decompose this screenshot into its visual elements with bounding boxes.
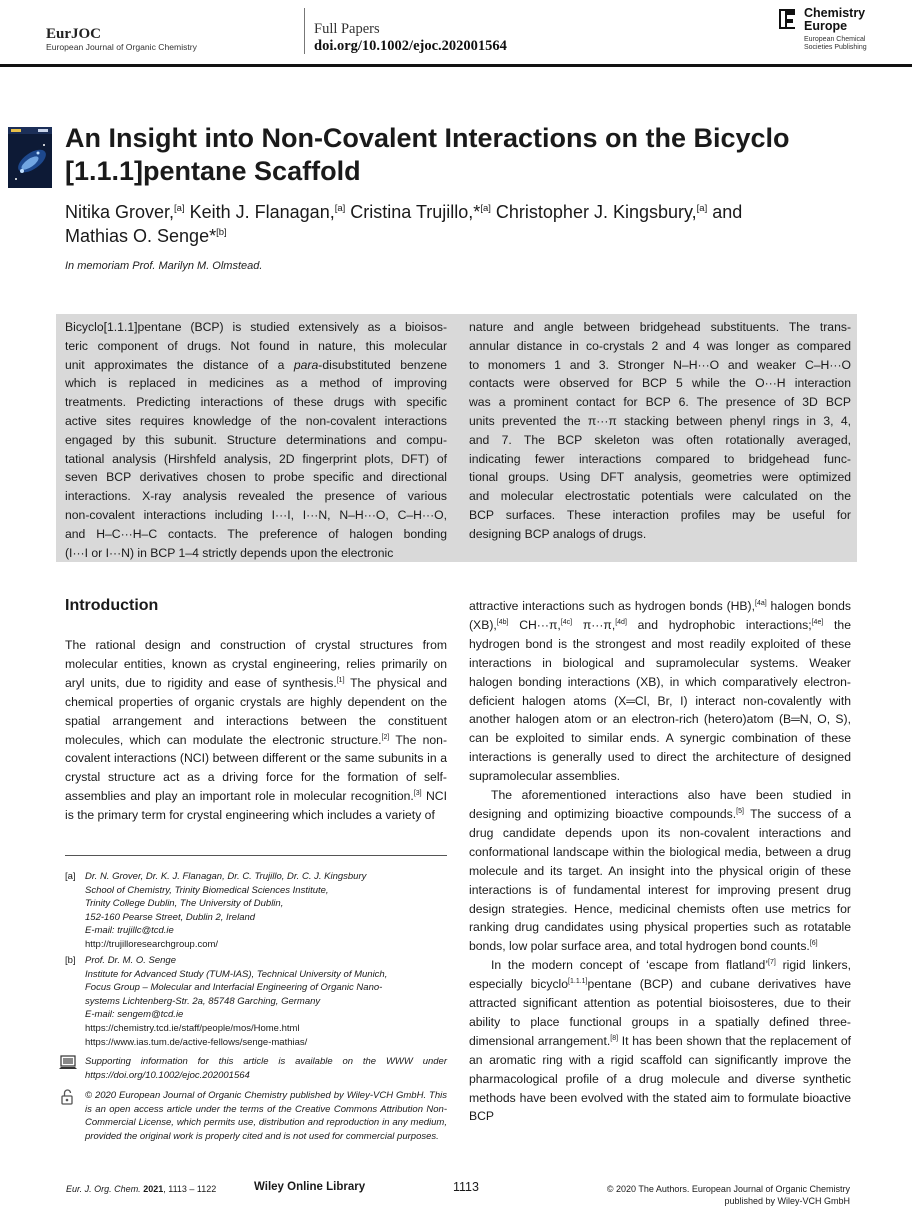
journal-cover-thumbnail[interactable] xyxy=(8,127,52,188)
title-line-2: [1.1.1]pentane Scaffold xyxy=(65,156,361,186)
abstract-column-right xyxy=(469,318,851,544)
abstract-line: contacts were observed for BCP 5 while the O···H interaction xyxy=(469,376,851,391)
journal-full-name: European Journal of Organic Chemistry xyxy=(46,42,197,52)
abstract-line: annular distance in co-crystals 2 and 4 was longer as compared xyxy=(469,338,851,353)
footnote-rule xyxy=(65,855,447,856)
abstract-line: unit approximates the distance of a para-disubstituted benzene xyxy=(65,357,447,372)
footer-citation: Eur. J. Org. Chem. 2021, 1113 – 1122 xyxy=(66,1184,217,1194)
abstract-line: indicating fewer interactions compared to bridgehead func- xyxy=(469,451,851,466)
abstract-line: treatments. Predicting interactions of these drugs with specific xyxy=(65,395,447,410)
citation-ref[interactable]: [4b] xyxy=(496,618,509,626)
author[interactable]: Keith J. Flanagan,[a] xyxy=(189,202,346,222)
cover-art-icon xyxy=(8,127,52,188)
citation-ref[interactable]: [4d] xyxy=(615,618,627,626)
journal-abbreviation: EurJOC xyxy=(46,26,102,42)
page-number: 1113 xyxy=(453,1180,479,1194)
citation-ref[interactable]: [2] xyxy=(381,733,390,741)
author[interactable]: Mathias O. Senge*[b] xyxy=(65,226,227,246)
abstract-column-left xyxy=(65,318,447,562)
chemistry-europe-logo-icon xyxy=(777,7,797,31)
abstract-line: nature and angle between bridgehead substituents. The trans- xyxy=(469,320,851,334)
publisher-subtitle-line1: European Chemical xyxy=(804,36,866,43)
citation-ref[interactable]: [4e] xyxy=(811,618,824,626)
paragraph: attractive interactions such as hydrogen bonds (HB),[4a] halogen bonds (XB),[4b] CH···π,[4c] π···π,[4d] and hydrophobic interactions;[4e] the hydrogen bond is the strongest and most readily exploited of these interactions in biological and supramolecular systems. Weaker halogen bonding interactions (XB), in which comparatively electron-deficient halogen atoms (X═Cl, Br, I) interact non-covalently with another halogen atom or an electron-rich (hetero)atom (B═N, O, S), can be exploited to similar ends. A synergic combination of these interactions is generally used to direct the architecture of designed supramolecular assemblies. xyxy=(469,599,851,784)
affiliation-line[interactable]: https://www.ias.tum.de/active-fellows/senge-mathias/ xyxy=(85,1036,308,1048)
affiliation-line: Institute for Advanced Study (TUM-IAS), Technical University of Munich, xyxy=(85,968,388,980)
citation-ref[interactable]: [1] xyxy=(336,676,345,684)
abstract-line: and 7. The BCP skeleton was often rotationally averaged, xyxy=(469,432,851,447)
affiliation-line: Trinity College Dublin, The University of Dublin, xyxy=(85,898,284,910)
open-access-icon xyxy=(59,1089,77,1105)
abstract-line: tional groups. Using DFT analysis, geometries were optimized xyxy=(469,470,851,485)
header-divider xyxy=(304,8,305,54)
abstract-line: units prevented the π···π stacking between phenyl rings in 3, 4, xyxy=(469,413,851,428)
abstract-line: interactions. X-ray analysis revealed the presence of various xyxy=(65,489,447,504)
author[interactable]: Christopher J. Kingsbury,[a] xyxy=(495,202,708,222)
abstract-line: non-covalent interactions including I···I, I···N, N‒H···O, C‒H···O, xyxy=(65,507,447,522)
body-column-left xyxy=(65,636,447,825)
computer-icon xyxy=(59,1055,77,1071)
citation-ref[interactable]: [3] xyxy=(413,790,422,798)
affiliation-line: Prof. Dr. M. O. Senge xyxy=(85,955,176,966)
abstract-line: which is replaced in medicines as a method of improving xyxy=(65,376,447,391)
affiliation-line: Dr. N. Grover, Dr. K. J. Flanagan, Dr. C. Trujillo, Dr. C. J. Kingsbury xyxy=(85,871,367,882)
affiliation-line[interactable]: E-mail: trujillc@tcd.ie xyxy=(85,925,174,937)
dedication: In memoriam Prof. Marilyn M. Olmstead. xyxy=(65,260,263,272)
title-line-1: An Insight into Non-Covalent Interactions on the Bicyclo xyxy=(65,123,790,153)
abstract-line: active sites requires knowledge of the non-covalent interactions xyxy=(65,413,447,428)
abstract-line: and H‒C···H‒C contacts. The preference of halogen bonding xyxy=(65,526,447,541)
author[interactable]: Nitika Grover,[a] xyxy=(65,202,185,222)
supporting-info-text[interactable]: Supporting information for this article is available on the WWW under https://doi.org/10.1002/ejoc.202001564 xyxy=(85,1056,447,1081)
abstract-line: teric component of drugs. Not found in nature, this molecular xyxy=(65,338,447,353)
affiliation-lines xyxy=(85,870,447,952)
affiliation-line[interactable]: https://chemistry.tcd.ie/staff/people/mos/Home.html xyxy=(85,1022,300,1034)
affiliation-line: systems Lichtenberg-Str. 2a, 85748 Garching, Germany xyxy=(85,995,321,1007)
publisher-logo[interactable] xyxy=(777,6,897,56)
citation-ref[interactable]: [8] xyxy=(610,1034,619,1042)
abstract-box xyxy=(56,314,857,562)
author-list xyxy=(65,200,855,248)
abstract-line: designing BCP analogs of drugs. xyxy=(469,526,647,541)
doi-link[interactable]: doi.org/10.1002/ejoc.202001564 xyxy=(314,38,507,54)
abstract-line: BCP surfaces. These interaction profiles may be useful for xyxy=(469,507,851,522)
section-heading: Introduction xyxy=(65,597,159,614)
affiliation-line: 152-160 Pearse Street, Dublin 2, Ireland xyxy=(85,911,256,923)
citation-ref[interactable]: [4c] xyxy=(560,618,573,626)
citation-ref[interactable]: [4a] xyxy=(755,600,767,607)
affiliation-lines xyxy=(85,954,447,1049)
paragraph: The rational design and construction of crystal structures from molecular entities, known as crystal engineering, relies primarily on aryl units, due to rigidity and ease of synthesis.[1] The physical and chemical properties of organic crystals are highly dependent on the spatial arrangement and interactions between the constituent molecules, which can modulate the electronic structure.[2] The non-covalent interactions (NCI) between different or the same subunits in a crystal structure act as a driving force for the formation of self-assemblies and play an important role in molecular recognition.[3] NCI is the primary term for crystal engineering which includes a variety of xyxy=(65,638,447,823)
abstract-line: and molecular electrostatic potentials were calculated on the xyxy=(469,489,851,504)
affiliation-tag: [a] xyxy=(65,871,76,882)
publisher-name-line2: Europe xyxy=(804,19,848,33)
wiley-online-library-link[interactable]: Wiley Online Library xyxy=(254,1181,366,1193)
abstract-line: tational analysis (Hirshfeld analysis, 2D fingerprint plots, DFT) of xyxy=(65,451,447,466)
abstract-line: to monomers 1 and 3. Stronger N‒H···O and weaker C‒H···O xyxy=(469,357,851,372)
affiliation-tag: [b] xyxy=(65,955,76,966)
citation-ref[interactable]: [7] xyxy=(768,959,776,967)
abstract-line: engaged by this subunit. Structure determinations and compu- xyxy=(65,432,447,447)
license-text: © 2020 European Journal of Organic Chemistry published by Wiley-VCH GmbH. This is an open access article under the terms of the Creative Commons Attribution Non-Commercial License, which permits use, distribution and reproduction in any medium, provided the original work is properly cited and is not used for commercial purposes. xyxy=(85,1090,447,1142)
header-rule xyxy=(0,64,912,67)
publisher-name-line1: Chemistry xyxy=(804,6,866,20)
body-column-right xyxy=(469,597,851,1126)
abstract-line: was a prominent contact for BCP 6. The presence of 3D BCP xyxy=(469,395,851,410)
citation-ref[interactable]: [1.1.1] xyxy=(568,978,588,986)
article-title xyxy=(65,122,855,188)
author-conjunction: and xyxy=(712,202,743,222)
article-type: Full Papers xyxy=(314,21,380,37)
abstract-line: seven BCP derivatives chosen to probe specific and directional xyxy=(65,470,447,485)
journal-header xyxy=(46,26,197,53)
footer-copyright: © 2020 The Authors. European Journal of Organic Chemistry published by Wiley-VCH GmbH xyxy=(606,1184,850,1206)
abstract-line: Bicyclo[1.1.1]pentane (BCP) is studied extensively as a bioisos- xyxy=(65,320,447,334)
citation-ref[interactable]: [5] xyxy=(736,807,744,815)
author[interactable]: Cristina Trujillo,*[a] xyxy=(350,202,491,222)
publisher-subtitle-line2: Societies Publishing xyxy=(804,44,867,51)
affiliation-line[interactable]: E-mail: sengem@tcd.ie xyxy=(85,1009,184,1021)
citation-ref[interactable]: [6] xyxy=(809,940,818,948)
affiliation-line[interactable]: http://trujilloresearchgroup.com/ xyxy=(85,938,219,950)
affiliation-line: School of Chemistry, Trinity Biomedical Sciences Institute, xyxy=(85,884,329,896)
paragraph: The aforementioned interactions also have been studied in designing and optimizing bioactive compounds.[5] The success of a drug candidate depends upon its non-covalent interactions and conformational landscape within the biological media, between a drug molecule and its target. An insight into the physical origin of these interactions is of fundamental interest for improving present drug design strategies. Hence, medicinal chemists often use metrics for ranking drug candidates using physical properties such as rotatable bonds, low polar surface area, and total hydrogen bond counts.[6] xyxy=(469,788,852,954)
abstract-line: (I···I or I···N) in BCP 1–4 strictly depends upon the electronic xyxy=(65,545,394,560)
article-type-block xyxy=(314,21,507,55)
affiliation-line: Focus Group – Molecular and Interfacial Engineering of Organic Nano- xyxy=(85,982,383,994)
paragraph: In the modern concept of ‘escape from flatland’[7] rigid linkers, especially bicyclo[1.1.1]pentane (BCP) and cubane derivatives have attracted significant attention as potential bioisosteres, due to their ability to place functional groups in a spatially defined three-dimensional arrangement.[8] It has been shown that the replacement of an aromatic ring with a rigid scaffold can significantly improve the pharmacological profile of a drug molecule and diverse synthetic methods have been evolved with the stated aim to formulate bioactive BCP xyxy=(469,958,852,1124)
